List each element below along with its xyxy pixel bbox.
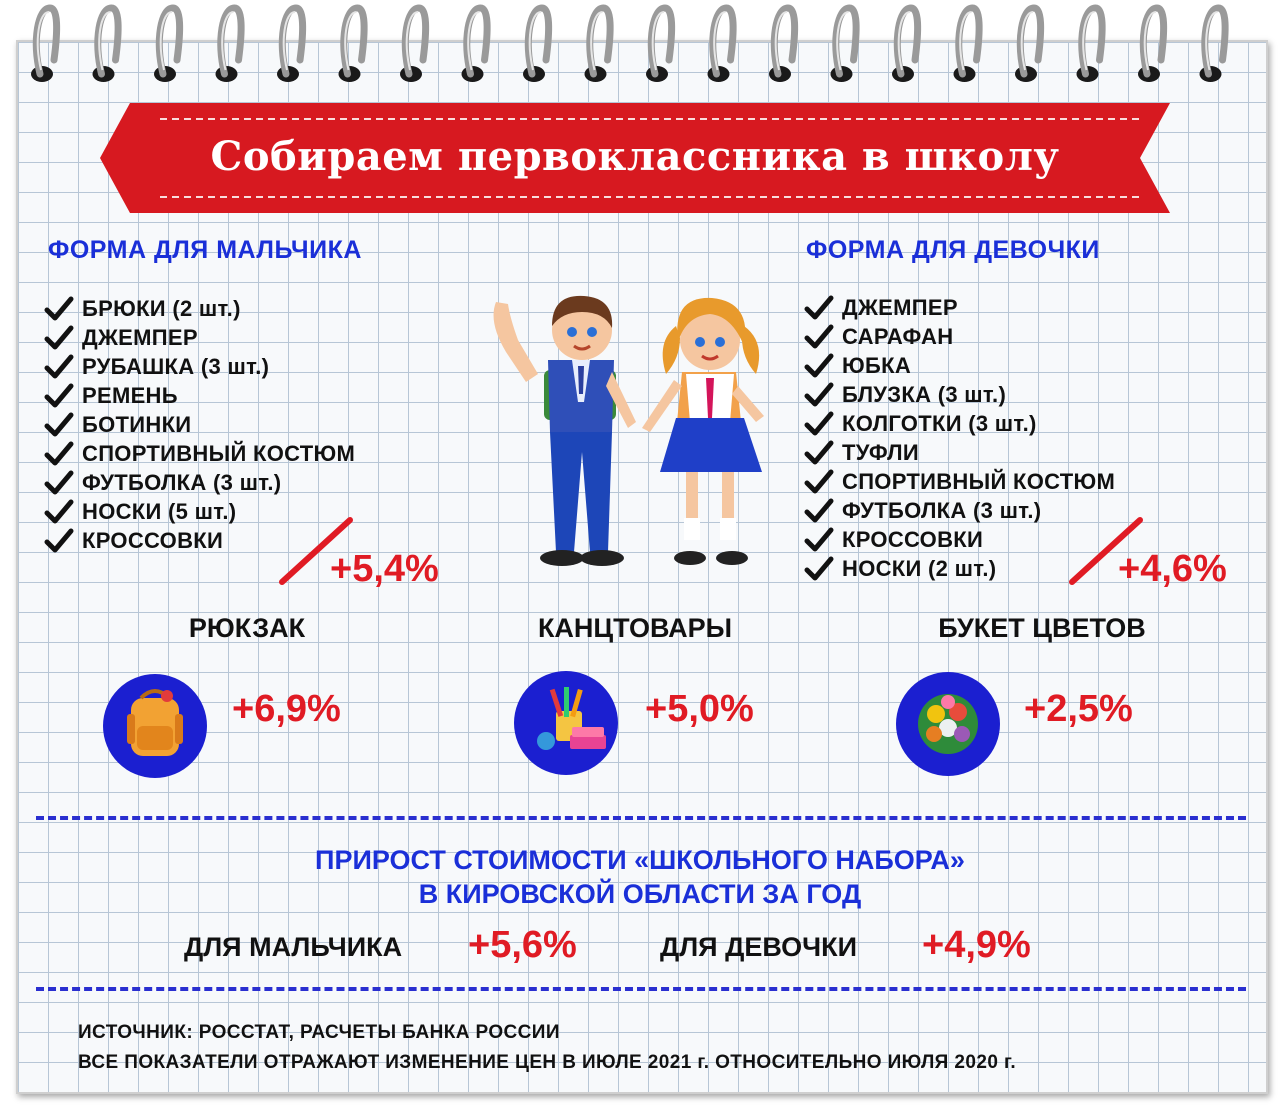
checklist-item [44,294,355,323]
backpack-icon [103,674,207,778]
summary-girl-value: +4,9% [922,924,1031,966]
category-label-flowers: БУКЕТ ЦВЕТОВ [938,613,1146,643]
spiral-binding [0,0,1280,90]
checklist-item [44,468,355,497]
checkmark-icon [804,324,834,350]
checklist-item-label: КРОССОВКИ [82,527,224,553]
title-banner [100,103,1170,213]
checkmark-icon [44,325,74,351]
checkmark-icon [804,556,834,582]
checklist-item [44,381,355,410]
checklist-item-label: ДЖЕМПЕР [842,294,958,320]
checkmark-icon [44,499,74,525]
checklist-item-label: РЕМЕНЬ [82,382,178,408]
checklist-item [804,322,1115,351]
checklist-item [44,439,355,468]
checklist-item-label: КОЛГОТКИ (3 шт.) [842,410,1037,436]
checkmark-icon [44,470,74,496]
checklist-item-label: КРОССОВКИ [842,526,984,552]
checkmark-icon [804,527,834,553]
checkmark-icon [44,441,74,467]
summary-boy-label: ДЛЯ МАЛЬЧИКА [184,932,403,962]
checklist-item [44,323,355,352]
section-divider [36,987,1246,991]
checklist-item-label: ДЖЕМПЕР [82,324,198,350]
flower-bouquet-icon [896,672,1000,776]
summary-girl-label: ДЛЯ ДЕВОЧКИ [660,932,858,962]
checkmark-icon [44,383,74,409]
checkmark-icon [44,528,74,554]
summary-title-line1: ПРИРОСТ СТОИМОСТИ «ШКОЛЬНОГО НАБОРА» [315,845,965,875]
schoolgirl-figure [642,298,764,565]
checklist-item-label: ЮБКА [842,352,912,378]
checklist-item-label: ФУТБОЛКА (3 шт.) [82,469,282,495]
checkmark-icon [44,354,74,380]
checklist-item [804,293,1115,322]
boy-uniform-heading: ФОРМА ДЛЯ МАЛЬЧИКА [48,236,362,264]
checklist-item-label: СПОРТИВНЫЙ КОСТЮМ [842,468,1116,494]
checklist-item [804,467,1115,496]
schoolboy-figure [494,296,636,566]
checklist-item-label: ТУФЛИ [842,439,919,465]
schoolchildren-illustration [486,282,776,582]
checklist-item [804,351,1115,380]
summary-title-line2: В КИРОВСКОЙ ОБЛАСТИ ЗА ГОД [418,879,862,909]
checkmark-icon [804,295,834,321]
checklist-item-label: ФУТБОЛКА (3 шт.) [842,497,1042,523]
checkmark-icon [804,382,834,408]
page-title: Собираем первоклассника в школу [210,133,1060,180]
category-label-stationery: КАНЦТОВАРЫ [537,613,733,643]
checklist-item-label: НОСКИ (5 шт.) [82,498,237,524]
checklist-item-label: САРАФАН [842,323,954,349]
checkmark-icon [804,440,834,466]
stationery-change: +5,0% [645,688,754,730]
checklist-item [804,438,1115,467]
source-note: ИСТОЧНИК: РОССТАТ, РАСЧЕТЫ БАНКА РОССИИ [78,1022,560,1043]
checkmark-icon [804,353,834,379]
backpack-change: +6,9% [232,688,341,730]
checkmark-icon [804,411,834,437]
checklist-item-label: БЛУЗКА (3 шт.) [842,381,1007,407]
section-divider [36,816,1246,820]
checkmark-icon [44,412,74,438]
checklist-item-label: БОТИНКИ [82,411,192,437]
checkmark-icon [804,498,834,524]
boy-uniform-change: +5,4% [330,548,439,590]
checkmark-icon [804,469,834,495]
checklist-item-label: РУБАШКА (3 шт.) [82,353,270,379]
checklist-item [44,352,355,381]
girl-uniform-change: +4,6% [1118,548,1227,590]
girl-uniform-heading: ФОРМА ДЛЯ ДЕВОЧКИ [806,236,1100,264]
checklist-item-label: НОСКИ (2 шт.) [842,555,997,581]
flowers-change: +2,5% [1024,688,1133,730]
checklist-item-label: БРЮКИ (2 шт.) [82,295,241,321]
methodology-note: ВСЕ ПОКАЗАТЕЛИ ОТРАЖАЮТ ИЗМЕНЕНИЕ ЦЕН В ИЮЛЕ 2021 г. ОТНОСИТЕЛЬНО ИЮЛЯ 2020 г. [78,1052,1017,1073]
checklist-item [804,380,1115,409]
stationery-icon [514,671,618,775]
summary-boy-value: +5,6% [468,924,577,966]
category-label-backpack: РЮКЗАК [188,613,306,643]
checkmark-icon [44,296,74,322]
checklist-item [804,409,1115,438]
checklist-item-label: СПОРТИВНЫЙ КОСТЮМ [82,440,356,466]
checklist-item [44,410,355,439]
